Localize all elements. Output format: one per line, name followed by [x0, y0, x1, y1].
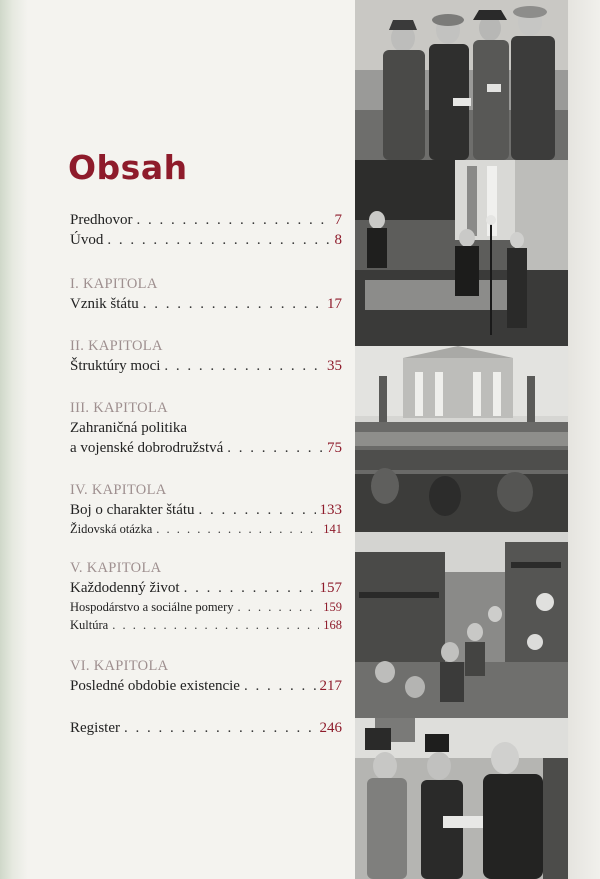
leader-dots: [244, 676, 316, 696]
photo-strip: [355, 0, 568, 879]
table-of-contents: [70, 210, 342, 738]
photo-assembly-hall-ceremony: [355, 160, 568, 346]
toc-entry: Každodenný život . . . 157: [70, 578, 342, 598]
toc-entry: Posledné obdobie existencie . . . 217: [70, 676, 342, 696]
toc-subentry: Kultúra . . . 168: [70, 616, 342, 634]
leader-dots: [227, 438, 323, 458]
photo-clergy-ceremony: [355, 718, 568, 879]
chapter-heading-6: VI. KAPITOLA: [70, 658, 169, 674]
leader-dots: [156, 520, 319, 538]
toc-entry-line: Zahraničná politika: [70, 420, 188, 436]
chapter-heading-4: IV. KAPITOLA: [70, 482, 167, 498]
toc-entry: a vojenské dobrodružstvá . . . 75: [70, 438, 342, 458]
chapter-heading-1: I. KAPITOLA: [70, 276, 158, 292]
toc-entry-uvod: Úvod . . . 8: [70, 230, 342, 250]
toc-entry: Štruktúry moci . . . 35: [70, 356, 342, 376]
toc-subentry: Hospodárstvo a sociálne pomery . . . 159: [70, 598, 342, 616]
chapter-heading-2: II. KAPITOLA: [70, 338, 163, 354]
toc-entry-predhovor: Predhovor . . . 7: [70, 210, 342, 230]
page-right-edge: [568, 0, 600, 879]
page-gutter-shadow: [0, 0, 28, 879]
leader-dots: [124, 718, 316, 738]
page-title: Obsah: [68, 148, 188, 187]
leader-dots: [143, 294, 323, 314]
leader-dots: [238, 598, 320, 616]
leader-dots: [107, 230, 330, 250]
photo-men-counting-money: [355, 0, 568, 160]
photo-troops-at-train: [355, 532, 568, 718]
chapter-heading-3: III. KAPITOLA: [70, 400, 168, 416]
toc-entry: Boj o charakter štátu . . . 133: [70, 500, 342, 520]
photo-military-parade-square: [355, 346, 568, 532]
chapter-heading-5: V. KAPITOLA: [70, 560, 162, 576]
leader-dots: [199, 500, 316, 520]
toc-entry-register: Register . . . 246: [70, 718, 342, 738]
toc-subentry: Židovská otázka . . . 141: [70, 520, 342, 538]
leader-dots: [164, 356, 323, 376]
leader-dots: [137, 210, 331, 230]
leader-dots: [184, 578, 316, 598]
leader-dots: [112, 616, 319, 634]
toc-entry: Vznik štátu . . . 17: [70, 294, 342, 314]
